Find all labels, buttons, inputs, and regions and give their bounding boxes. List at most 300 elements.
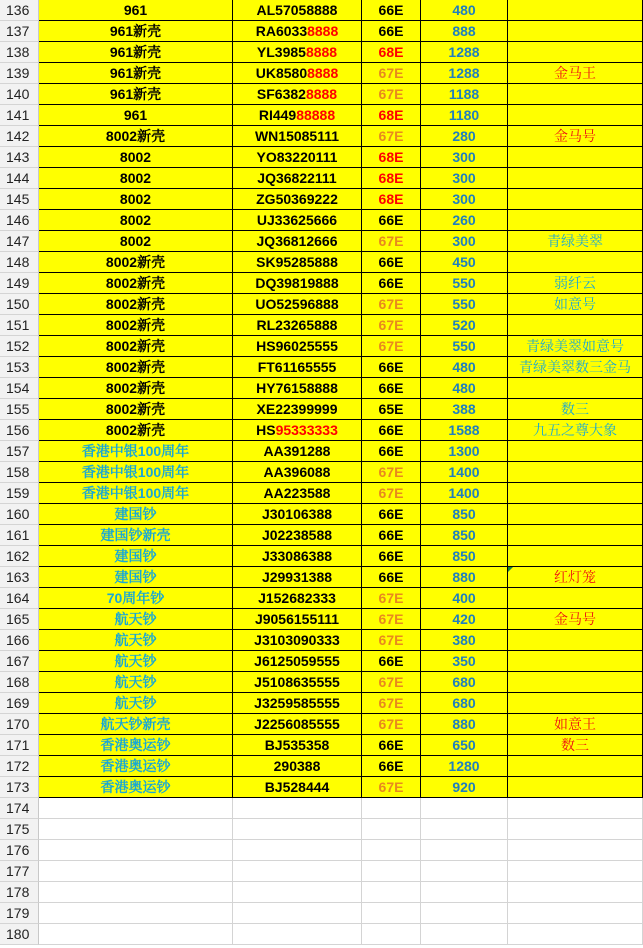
cell-note-type[interactable]: 961 — [39, 105, 233, 126]
cell-price[interactable]: 520 — [421, 315, 508, 336]
cell-note-type[interactable]: 香港中银100周年 — [39, 441, 233, 462]
row-header[interactable]: 142 — [0, 126, 39, 147]
cell-empty[interactable] — [233, 882, 362, 903]
row-header[interactable]: 149 — [0, 273, 39, 294]
cell-grade[interactable]: 68E — [362, 42, 421, 63]
cell-serial[interactable] — [233, 672, 362, 693]
cell-remark[interactable] — [508, 672, 643, 693]
cell-empty[interactable] — [508, 840, 643, 861]
serial-prefix: J5108635555 — [254, 674, 340, 690]
cell-grade[interactable]: 67E — [362, 609, 421, 630]
cell-note-type[interactable]: 建国钞 — [39, 504, 233, 525]
cell-remark[interactable] — [508, 42, 643, 63]
cell-grade[interactable]: 67E — [362, 294, 421, 315]
row-header[interactable]: 155 — [0, 399, 39, 420]
row-header[interactable]: 166 — [0, 630, 39, 651]
table-row — [0, 630, 643, 651]
cell-price[interactable]: 400 — [421, 588, 508, 609]
cell-empty[interactable] — [421, 861, 508, 882]
cell-empty[interactable] — [362, 819, 421, 840]
row-header[interactable]: 157 — [0, 441, 39, 462]
cell-note-type[interactable]: 8002新壳 — [39, 273, 233, 294]
cell-grade[interactable]: 66E — [362, 567, 421, 588]
row-header[interactable]: 150 — [0, 294, 39, 315]
cell-price[interactable]: 380 — [421, 630, 508, 651]
cell-grade[interactable]: 67E — [362, 462, 421, 483]
cell-grade[interactable]: 67E — [362, 231, 421, 252]
cell-grade[interactable]: 68E — [362, 168, 421, 189]
cell-price[interactable]: 850 — [421, 525, 508, 546]
cell-grade[interactable]: 67E — [362, 672, 421, 693]
cell-empty[interactable] — [39, 903, 233, 924]
cell-note-type[interactable]: 航天钞 — [39, 693, 233, 714]
cell-remark[interactable] — [508, 462, 643, 483]
row-header[interactable]: 136 — [0, 0, 39, 21]
row-header[interactable]: 151 — [0, 315, 39, 336]
cell-note-type[interactable]: 8002 — [39, 189, 233, 210]
row-header[interactable]: 137 — [0, 21, 39, 42]
row-header[interactable]: 147 — [0, 231, 39, 252]
cell-note-type[interactable]: 8002新壳 — [39, 315, 233, 336]
cell-serial[interactable] — [233, 399, 362, 420]
cell-serial[interactable] — [233, 252, 362, 273]
empty-row — [0, 861, 643, 882]
cell-remark[interactable] — [508, 525, 643, 546]
cell-empty[interactable] — [39, 840, 233, 861]
cell-grade[interactable]: 66E — [362, 273, 421, 294]
cell-price[interactable]: 650 — [421, 735, 508, 756]
cell-price[interactable]: 920 — [421, 777, 508, 798]
cell-note-type[interactable]: 961 — [39, 0, 233, 21]
cell-note-type[interactable]: 建国钞 — [39, 546, 233, 567]
cell-empty[interactable] — [39, 882, 233, 903]
cell-grade[interactable]: 66E — [362, 420, 421, 441]
row-header[interactable]: 161 — [0, 525, 39, 546]
cell-remark[interactable]: 数三 — [508, 399, 643, 420]
serial-prefix: AA223588 — [263, 485, 331, 501]
cell-serial[interactable] — [233, 483, 362, 504]
cell-serial[interactable] — [233, 756, 362, 777]
row-header[interactable]: 146 — [0, 210, 39, 231]
cell-remark[interactable] — [508, 546, 643, 567]
cell-serial[interactable] — [233, 651, 362, 672]
cell-serial[interactable] — [233, 315, 362, 336]
row-header[interactable]: 153 — [0, 357, 39, 378]
cell-price[interactable]: 300 — [421, 147, 508, 168]
cell-price[interactable]: 1280 — [421, 756, 508, 777]
cell-remark[interactable] — [508, 630, 643, 651]
cell-empty[interactable] — [508, 798, 643, 819]
cell-price[interactable]: 850 — [421, 504, 508, 525]
row-header[interactable]: 170 — [0, 714, 39, 735]
serial-prefix: XE22399999 — [256, 401, 338, 417]
cell-note-type[interactable]: 961新壳 — [39, 21, 233, 42]
table-row — [0, 399, 643, 420]
table-row — [0, 714, 643, 735]
serial-prefix: J152682333 — [258, 590, 336, 606]
cell-empty[interactable] — [233, 861, 362, 882]
cell-grade[interactable]: 66E — [362, 210, 421, 231]
cell-note-type[interactable]: 8002新壳 — [39, 252, 233, 273]
cell-remark[interactable] — [508, 504, 643, 525]
row-header[interactable]: 178 — [0, 882, 39, 903]
row-header[interactable]: 169 — [0, 693, 39, 714]
cell-price[interactable]: 888 — [421, 21, 508, 42]
cell-price[interactable]: 420 — [421, 609, 508, 630]
row-header[interactable]: 140 — [0, 84, 39, 105]
table-row — [0, 147, 643, 168]
cell-note-type[interactable]: 建国钞新壳 — [39, 525, 233, 546]
cell-grade[interactable]: 67E — [362, 630, 421, 651]
cell-remark[interactable] — [508, 441, 643, 462]
cell-note-type[interactable]: 70周年钞 — [39, 588, 233, 609]
cell-note-type[interactable]: 8002新壳 — [39, 126, 233, 147]
cell-note-type[interactable]: 香港中银100周年 — [39, 483, 233, 504]
table-row — [0, 735, 643, 756]
cell-empty[interactable] — [39, 798, 233, 819]
cell-serial[interactable] — [233, 609, 362, 630]
table-row — [0, 0, 643, 21]
cell-note-type[interactable]: 航天钞 — [39, 672, 233, 693]
cell-note-type[interactable]: 航天钞 — [39, 651, 233, 672]
cell-serial[interactable] — [233, 546, 362, 567]
row-header[interactable]: 162 — [0, 546, 39, 567]
cell-empty[interactable] — [421, 882, 508, 903]
cell-empty[interactable] — [362, 903, 421, 924]
cell-note-type[interactable]: 8002 — [39, 231, 233, 252]
cell-price[interactable]: 550 — [421, 336, 508, 357]
cell-price[interactable]: 480 — [421, 0, 508, 21]
cell-empty[interactable] — [233, 903, 362, 924]
cell-serial[interactable] — [233, 420, 362, 441]
cell-empty[interactable] — [508, 819, 643, 840]
cell-remark[interactable]: 青绿美翠数三金马 — [508, 357, 643, 378]
cell-empty[interactable] — [508, 903, 643, 924]
cell-serial[interactable] — [233, 189, 362, 210]
cell-note-type[interactable]: 航天钞 — [39, 630, 233, 651]
serial-prefix: J33086388 — [261, 548, 333, 564]
row-header[interactable]: 148 — [0, 252, 39, 273]
serial-prefix: ZG50369222 — [256, 191, 338, 207]
cell-price[interactable]: 880 — [421, 567, 508, 588]
cell-serial[interactable] — [233, 378, 362, 399]
cell-serial[interactable] — [233, 294, 362, 315]
cell-note-type[interactable]: 香港奥运钞 — [39, 777, 233, 798]
cell-remark[interactable] — [508, 189, 643, 210]
cell-remark[interactable]: 青绿美翠如意号 — [508, 336, 643, 357]
cell-remark[interactable] — [508, 147, 643, 168]
row-header[interactable]: 141 — [0, 105, 39, 126]
table-row — [0, 168, 643, 189]
serial-prefix: HS — [256, 422, 276, 438]
cell-note-type[interactable]: 8002新壳 — [39, 336, 233, 357]
cell-empty[interactable] — [362, 924, 421, 945]
cell-grade[interactable]: 67E — [362, 693, 421, 714]
row-header[interactable]: 164 — [0, 588, 39, 609]
cell-serial[interactable] — [233, 693, 362, 714]
cell-serial[interactable] — [233, 714, 362, 735]
cell-remark[interactable] — [508, 210, 643, 231]
cell-empty[interactable] — [233, 924, 362, 945]
cell-price[interactable]: 450 — [421, 252, 508, 273]
serial-prefix: J9056155111 — [254, 611, 340, 627]
row-header[interactable]: 158 — [0, 462, 39, 483]
row-header[interactable]: 143 — [0, 147, 39, 168]
table-row — [0, 441, 643, 462]
cell-empty[interactable] — [39, 924, 233, 945]
cell-serial[interactable] — [233, 126, 362, 147]
cell-serial[interactable] — [233, 504, 362, 525]
cell-remark[interactable] — [508, 588, 643, 609]
cell-grade[interactable]: 66E — [362, 357, 421, 378]
cell-note-type[interactable]: 8002 — [39, 168, 233, 189]
cell-note-type[interactable]: 香港中银100周年 — [39, 462, 233, 483]
cell-remark[interactable] — [508, 315, 643, 336]
cell-note-type[interactable]: 香港奥运钞 — [39, 756, 233, 777]
cell-grade[interactable]: 66E — [362, 0, 421, 21]
row-header[interactable]: 163 — [0, 567, 39, 588]
cell-grade[interactable]: 66E — [362, 252, 421, 273]
cell-grade[interactable]: 68E — [362, 189, 421, 210]
cell-serial[interactable] — [233, 273, 362, 294]
row-header[interactable]: 179 — [0, 903, 39, 924]
cell-price[interactable]: 1400 — [421, 462, 508, 483]
cell-price[interactable]: 300 — [421, 189, 508, 210]
cell-note-type[interactable]: 961新壳 — [39, 63, 233, 84]
cell-remark[interactable] — [508, 168, 643, 189]
row-header[interactable]: 145 — [0, 189, 39, 210]
cell-grade[interactable]: 66E — [362, 441, 421, 462]
cell-remark[interactable]: 青绿美翠 — [508, 231, 643, 252]
cell-price[interactable]: 480 — [421, 378, 508, 399]
cell-serial[interactable] — [233, 336, 362, 357]
cell-grade[interactable]: 66E — [362, 756, 421, 777]
cell-grade[interactable]: 67E — [362, 714, 421, 735]
cell-serial[interactable] — [233, 21, 362, 42]
cell-empty[interactable] — [508, 861, 643, 882]
cell-price[interactable]: 680 — [421, 672, 508, 693]
cell-empty[interactable] — [421, 819, 508, 840]
cell-remark[interactable]: 九五之尊大象 — [508, 420, 643, 441]
cell-grade[interactable]: 66E — [362, 735, 421, 756]
cell-serial[interactable] — [233, 735, 362, 756]
cell-remark[interactable]: 金马号 — [508, 126, 643, 147]
cell-note-type[interactable]: 航天钞新壳 — [39, 714, 233, 735]
cell-grade[interactable]: 67E — [362, 63, 421, 84]
cell-note-type[interactable]: 建国钞 — [39, 567, 233, 588]
cell-serial[interactable] — [233, 63, 362, 84]
row-header[interactable]: 154 — [0, 378, 39, 399]
cell-price[interactable]: 300 — [421, 231, 508, 252]
row-header[interactable]: 152 — [0, 336, 39, 357]
cell-empty[interactable] — [421, 903, 508, 924]
cell-serial[interactable] — [233, 462, 362, 483]
empty-row — [0, 882, 643, 903]
table-row — [0, 420, 643, 441]
cell-note-type[interactable]: 8002 — [39, 210, 233, 231]
row-header[interactable]: 167 — [0, 651, 39, 672]
cell-grade[interactable]: 66E — [362, 378, 421, 399]
cell-price[interactable]: 350 — [421, 651, 508, 672]
cell-note-type[interactable]: 8002新壳 — [39, 357, 233, 378]
cell-grade[interactable]: 67E — [362, 126, 421, 147]
row-header[interactable]: 176 — [0, 840, 39, 861]
serial-prefix: J3259585555 — [254, 695, 340, 711]
cell-price[interactable]: 280 — [421, 126, 508, 147]
row-header[interactable]: 159 — [0, 483, 39, 504]
serial-prefix: J02238588 — [261, 527, 333, 543]
cell-note-type[interactable]: 8002 — [39, 147, 233, 168]
serial-prefix: J30106388 — [261, 506, 333, 522]
row-header[interactable]: 174 — [0, 798, 39, 819]
cell-remark[interactable] — [508, 777, 643, 798]
row-header[interactable]: 138 — [0, 42, 39, 63]
cell-remark[interactable] — [508, 252, 643, 273]
cell-grade[interactable]: 66E — [362, 651, 421, 672]
cell-grade[interactable]: 65E — [362, 399, 421, 420]
cell-price[interactable]: 1588 — [421, 420, 508, 441]
cell-price[interactable]: 1400 — [421, 483, 508, 504]
cell-remark[interactable]: 数三 — [508, 735, 643, 756]
cell-price[interactable]: 880 — [421, 714, 508, 735]
cell-remark[interactable]: 金马王 — [508, 63, 643, 84]
cell-empty[interactable] — [233, 819, 362, 840]
cell-price[interactable]: 388 — [421, 399, 508, 420]
cell-remark[interactable] — [508, 651, 643, 672]
row-header[interactable]: 139 — [0, 63, 39, 84]
cell-empty[interactable] — [39, 819, 233, 840]
row-header[interactable]: 160 — [0, 504, 39, 525]
row-header[interactable]: 171 — [0, 735, 39, 756]
cell-empty[interactable] — [421, 798, 508, 819]
cell-empty[interactable] — [508, 882, 643, 903]
cell-serial[interactable] — [233, 210, 362, 231]
cell-serial[interactable] — [233, 105, 362, 126]
row-header[interactable]: 172 — [0, 756, 39, 777]
cell-grade[interactable]: 68E — [362, 105, 421, 126]
cell-grade[interactable]: 66E — [362, 525, 421, 546]
cell-price[interactable]: 1188 — [421, 84, 508, 105]
cell-empty[interactable] — [233, 798, 362, 819]
empty-row — [0, 798, 643, 819]
cell-grade[interactable]: 67E — [362, 588, 421, 609]
cell-empty[interactable] — [421, 840, 508, 861]
table-row — [0, 189, 643, 210]
cell-empty[interactable] — [362, 861, 421, 882]
cell-serial[interactable] — [233, 147, 362, 168]
cell-grade[interactable]: 67E — [362, 336, 421, 357]
cell-serial[interactable] — [233, 441, 362, 462]
cell-price[interactable]: 550 — [421, 273, 508, 294]
cell-price[interactable]: 1180 — [421, 105, 508, 126]
serial-prefix: AA391288 — [263, 443, 331, 459]
cell-remark[interactable] — [508, 483, 643, 504]
cell-note-type[interactable]: 香港奥运钞 — [39, 735, 233, 756]
cell-empty[interactable] — [362, 882, 421, 903]
cell-price[interactable]: 300 — [421, 168, 508, 189]
cell-note-type[interactable]: 航天钞 — [39, 609, 233, 630]
cell-empty[interactable] — [39, 861, 233, 882]
cell-remark[interactable]: 金马号 — [508, 609, 643, 630]
cell-remark[interactable] — [508, 693, 643, 714]
cell-remark[interactable] — [508, 378, 643, 399]
row-header[interactable]: 175 — [0, 819, 39, 840]
cell-serial[interactable] — [233, 231, 362, 252]
row-header[interactable]: 180 — [0, 924, 39, 945]
cell-remark[interactable]: 红灯笼 — [508, 567, 643, 588]
cell-serial[interactable] — [233, 630, 362, 651]
cell-serial[interactable] — [233, 42, 362, 63]
cell-empty[interactable] — [362, 840, 421, 861]
cell-grade[interactable]: 66E — [362, 21, 421, 42]
row-header[interactable]: 168 — [0, 672, 39, 693]
row-header[interactable]: 173 — [0, 777, 39, 798]
cell-serial[interactable] — [233, 0, 362, 21]
cell-note-type[interactable]: 961新壳 — [39, 42, 233, 63]
row-header[interactable]: 156 — [0, 420, 39, 441]
cell-note-type[interactable]: 8002新壳 — [39, 399, 233, 420]
cell-remark[interactable]: 如意王 — [508, 714, 643, 735]
cell-serial[interactable] — [233, 777, 362, 798]
cell-note-type[interactable]: 8002新壳 — [39, 294, 233, 315]
cell-price[interactable]: 1288 — [421, 63, 508, 84]
cell-price[interactable]: 1288 — [421, 42, 508, 63]
serial-prefix: 290388 — [273, 758, 321, 774]
row-header[interactable]: 144 — [0, 168, 39, 189]
cell-remark[interactable]: 弱纤云 — [508, 273, 643, 294]
table-row — [0, 210, 643, 231]
cell-serial[interactable] — [233, 357, 362, 378]
row-header[interactable]: 165 — [0, 609, 39, 630]
cell-note-type[interactable]: 8002新壳 — [39, 378, 233, 399]
cell-grade[interactable]: 68E — [362, 147, 421, 168]
cell-remark[interactable] — [508, 21, 643, 42]
serial-prefix: UJ33625666 — [256, 212, 338, 228]
cell-remark[interactable] — [508, 84, 643, 105]
cell-price[interactable]: 480 — [421, 357, 508, 378]
cell-price[interactable]: 680 — [421, 693, 508, 714]
cell-grade[interactable]: 67E — [362, 84, 421, 105]
cell-remark[interactable]: 如意号 — [508, 294, 643, 315]
cell-grade[interactable]: 67E — [362, 777, 421, 798]
cell-empty[interactable] — [508, 924, 643, 945]
cell-serial[interactable] — [233, 567, 362, 588]
cell-price[interactable]: 850 — [421, 546, 508, 567]
cell-serial[interactable] — [233, 84, 362, 105]
row-header[interactable]: 177 — [0, 861, 39, 882]
cell-note-type[interactable]: 961新壳 — [39, 84, 233, 105]
cell-grade[interactable]: 67E — [362, 315, 421, 336]
cell-remark[interactable] — [508, 756, 643, 777]
cell-remark[interactable] — [508, 105, 643, 126]
cell-grade[interactable]: 66E — [362, 504, 421, 525]
cell-grade[interactable]: 67E — [362, 483, 421, 504]
cell-note-type[interactable]: 8002新壳 — [39, 420, 233, 441]
cell-serial[interactable] — [233, 168, 362, 189]
serial-highlight: 8888 — [307, 65, 339, 81]
cell-grade[interactable]: 66E — [362, 546, 421, 567]
cell-empty[interactable] — [362, 798, 421, 819]
cell-price[interactable]: 260 — [421, 210, 508, 231]
cell-serial[interactable] — [233, 588, 362, 609]
cell-serial[interactable] — [233, 525, 362, 546]
cell-remark[interactable] — [508, 0, 643, 21]
cell-price[interactable]: 1300 — [421, 441, 508, 462]
cell-empty[interactable] — [421, 924, 508, 945]
cell-price[interactable]: 550 — [421, 294, 508, 315]
cell-empty[interactable] — [233, 840, 362, 861]
table-row — [0, 126, 643, 147]
